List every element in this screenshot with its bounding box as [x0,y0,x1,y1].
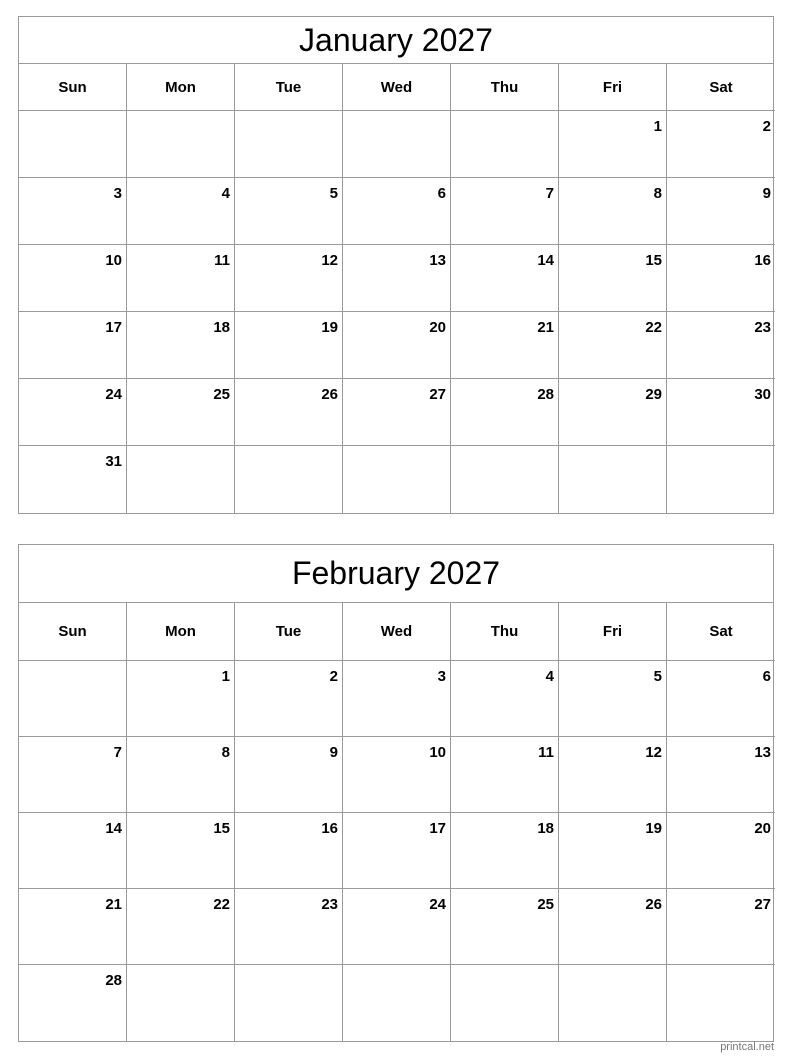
day-cell-30: 30 [667,379,775,446]
day-cell-26: 26 [235,379,343,446]
day-cell-27: 27 [667,889,775,965]
day-cell-15: 15 [127,813,235,889]
day-cell-23: 23 [235,889,343,965]
day-cell-8: 8 [559,178,667,245]
day-cell-16: 16 [235,813,343,889]
day-cell-7: 7 [19,737,127,813]
weekday-header-tue: Tue [235,603,343,661]
empty-day-cell [559,965,667,1041]
day-cell-19: 19 [235,312,343,379]
day-cell-5: 5 [235,178,343,245]
day-cell-1: 1 [559,111,667,178]
empty-day-cell [667,965,775,1041]
day-cell-6: 6 [667,661,775,737]
day-cell-9: 9 [667,178,775,245]
weekday-header-sat: Sat [667,603,775,661]
empty-day-cell [451,965,559,1041]
empty-day-cell [343,446,451,513]
day-cell-10: 10 [19,245,127,312]
day-cell-26: 26 [559,889,667,965]
day-cell-16: 16 [667,245,775,312]
day-cell-20: 20 [343,312,451,379]
weekday-header-wed: Wed [343,64,451,111]
empty-day-cell [451,446,559,513]
empty-day-cell [235,965,343,1041]
empty-day-cell [343,965,451,1041]
day-cell-8: 8 [127,737,235,813]
weekday-header-mon: Mon [127,64,235,111]
calendar-grid [19,64,773,513]
day-cell-13: 13 [343,245,451,312]
calendar-grid [19,603,773,1041]
empty-day-cell [127,446,235,513]
weekday-header-sat: Sat [667,64,775,111]
empty-day-cell [235,446,343,513]
day-cell-24: 24 [343,889,451,965]
day-cell-12: 12 [559,737,667,813]
day-cell-28: 28 [19,965,127,1041]
day-cell-17: 17 [343,813,451,889]
day-cell-2: 2 [235,661,343,737]
day-cell-12: 12 [235,245,343,312]
site-credit: printcal.net [720,1041,774,1053]
day-cell-7: 7 [451,178,559,245]
day-cell-4: 4 [451,661,559,737]
day-cell-19: 19 [559,813,667,889]
day-cell-21: 21 [451,312,559,379]
weekday-header-fri: Fri [559,64,667,111]
day-cell-9: 9 [235,737,343,813]
empty-day-cell [343,111,451,178]
day-cell-23: 23 [667,312,775,379]
day-cell-15: 15 [559,245,667,312]
weekday-header-thu: Thu [451,64,559,111]
day-cell-4: 4 [127,178,235,245]
day-cell-24: 24 [19,379,127,446]
day-cell-18: 18 [451,813,559,889]
weekday-header-mon: Mon [127,603,235,661]
day-cell-18: 18 [127,312,235,379]
weekday-header-fri: Fri [559,603,667,661]
month-title: February 2027 [19,545,773,603]
calendar-january [18,16,774,514]
day-cell-11: 11 [451,737,559,813]
day-cell-31: 31 [19,446,127,513]
day-cell-11: 11 [127,245,235,312]
empty-day-cell [559,446,667,513]
empty-day-cell [127,111,235,178]
day-cell-17: 17 [19,312,127,379]
weekday-header-wed: Wed [343,603,451,661]
empty-day-cell [19,661,127,737]
day-cell-5: 5 [559,661,667,737]
day-cell-2: 2 [667,111,775,178]
day-cell-3: 3 [19,178,127,245]
empty-day-cell [127,965,235,1041]
day-cell-25: 25 [127,379,235,446]
month-title: January 2027 [19,17,773,64]
day-cell-28: 28 [451,379,559,446]
weekday-header-thu: Thu [451,603,559,661]
calendar-february [18,544,774,1042]
empty-day-cell [667,446,775,513]
day-cell-10: 10 [343,737,451,813]
day-cell-14: 14 [451,245,559,312]
day-cell-3: 3 [343,661,451,737]
day-cell-20: 20 [667,813,775,889]
day-cell-14: 14 [19,813,127,889]
empty-day-cell [19,111,127,178]
weekday-header-sun: Sun [19,603,127,661]
day-cell-22: 22 [559,312,667,379]
day-cell-25: 25 [451,889,559,965]
day-cell-1: 1 [127,661,235,737]
empty-day-cell [451,111,559,178]
day-cell-21: 21 [19,889,127,965]
day-cell-27: 27 [343,379,451,446]
weekday-header-tue: Tue [235,64,343,111]
empty-day-cell [235,111,343,178]
day-cell-22: 22 [127,889,235,965]
day-cell-6: 6 [343,178,451,245]
weekday-header-sun: Sun [19,64,127,111]
day-cell-13: 13 [667,737,775,813]
day-cell-29: 29 [559,379,667,446]
